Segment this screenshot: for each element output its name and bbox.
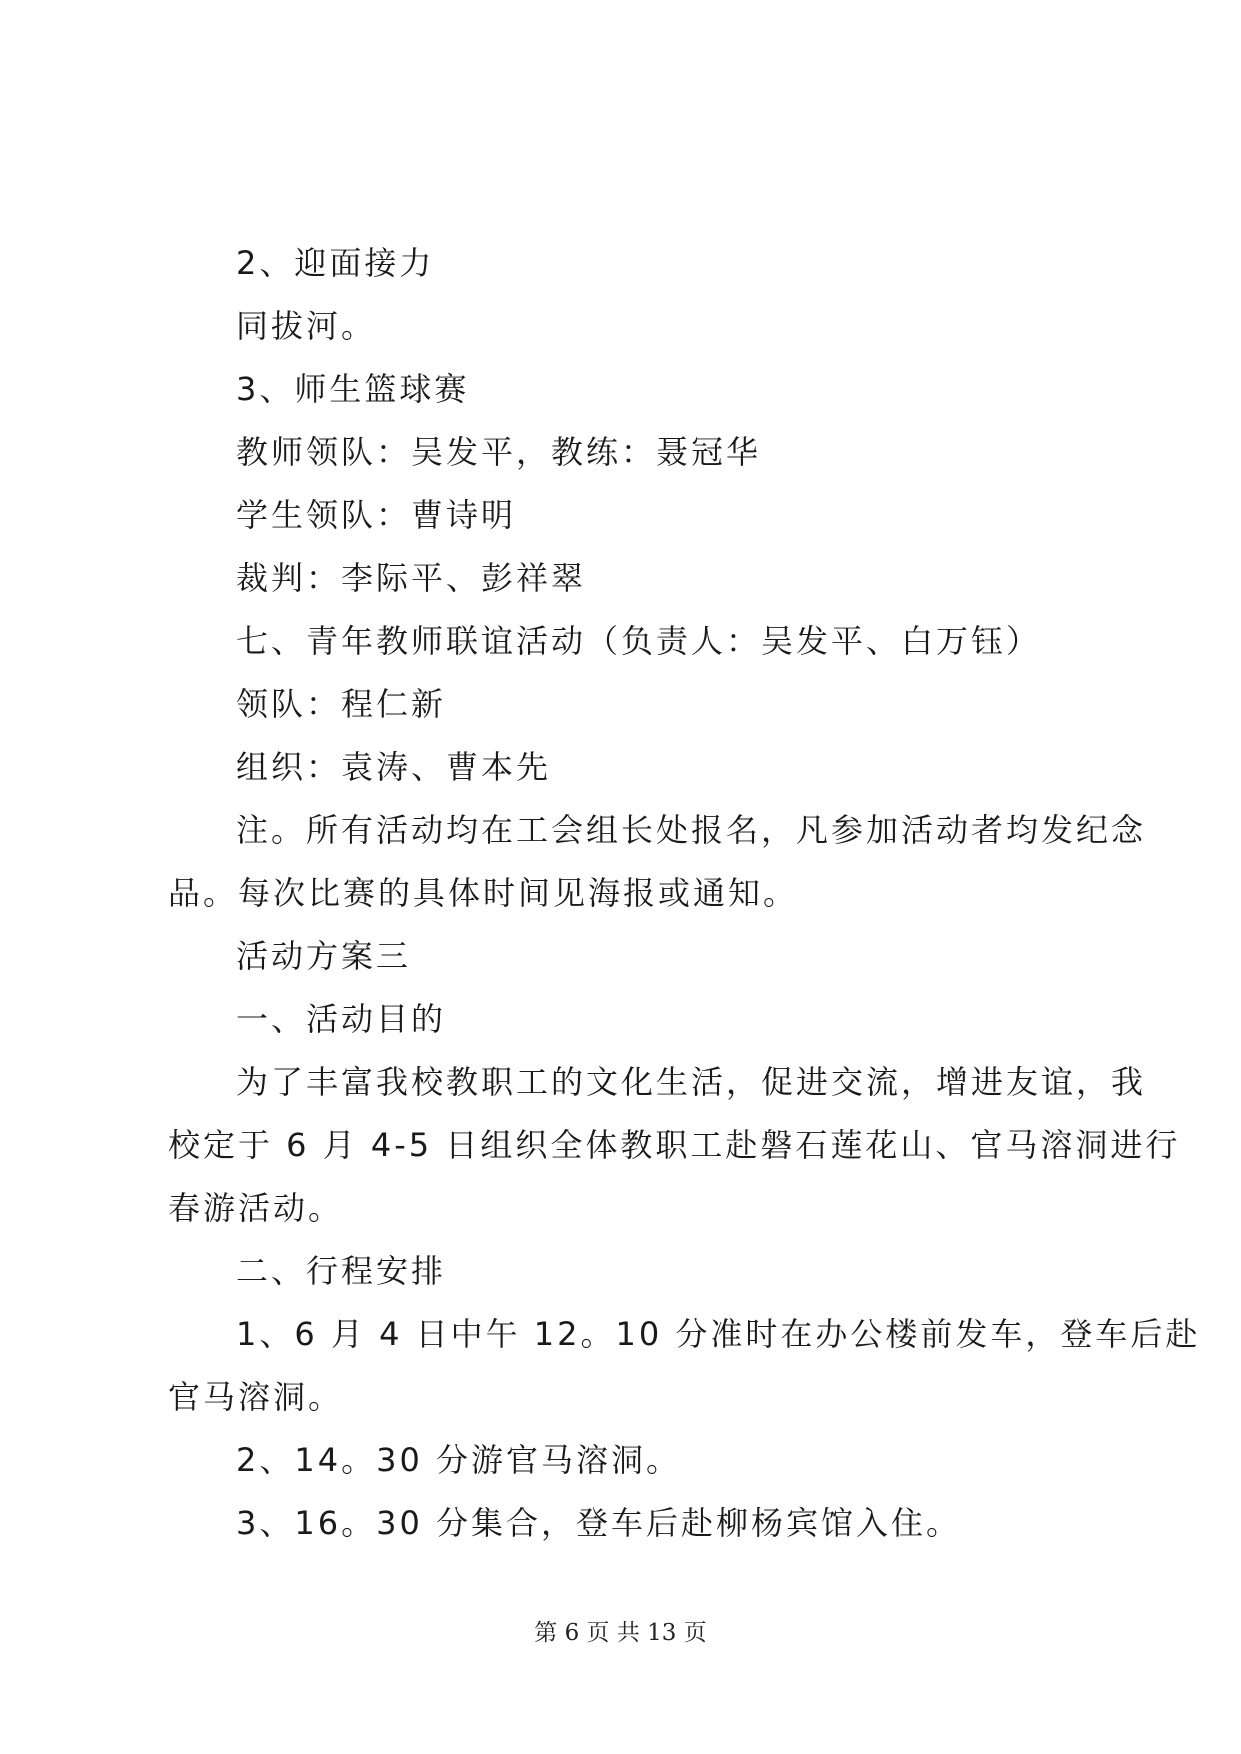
text-line: 校定于 6 月 4-5 日组织全体教职工赴磐石莲花山、官马溶洞进行 <box>168 1126 1181 1164</box>
text-line: 2、14。30 分游官马溶洞。 <box>236 1441 681 1479</box>
section-heading: 二、行程安排 <box>236 1252 447 1290</box>
text-line: 3、16。30 分集合，登车后赴柳杨宾馆入住。 <box>236 1504 961 1542</box>
text-line: 注。所有活动均在工会组长处报名，凡参加活动者均发纪念 <box>236 811 1147 849</box>
text-line: 品。每次比赛的具体时间见海报或通知。 <box>168 874 799 912</box>
text-line: 春游活动。 <box>168 1189 344 1227</box>
text-line: 教师领队：吴发平，教练：聂冠华 <box>236 433 762 471</box>
document-body <box>168 232 1201 1555</box>
text-line: 为了丰富我校教职工的文化生活，促进交流，增进友谊，我 <box>236 1063 1147 1101</box>
text-line: 3、师生篮球赛 <box>236 370 470 408</box>
text-line: 1、6 月 4 日中午 12。10 分准时在办公楼前发车，登车后赴 <box>236 1315 1201 1353</box>
page-footer <box>0 1614 1241 1647</box>
text-line: 2、迎面接力 <box>236 244 435 282</box>
text-line: 组织：袁涛、曹本先 <box>236 748 552 786</box>
text-line: 同拔河。 <box>236 307 377 345</box>
section-heading: 活动方案三 <box>236 937 412 975</box>
section-heading: 七、青年教师联谊活动（负责人：吴发平、白万钰） <box>236 622 1042 660</box>
text-line: 领队：程仁新 <box>236 685 447 723</box>
section-heading: 一、活动目的 <box>236 1000 447 1038</box>
text-line: 裁判：李际平、彭祥翠 <box>236 559 587 597</box>
text-line: 官马溶洞。 <box>168 1378 344 1416</box>
text-line: 学生领队：曹诗明 <box>236 496 517 534</box>
page-number-label: 第 6 页 共 13 页 <box>534 1620 707 1646</box>
